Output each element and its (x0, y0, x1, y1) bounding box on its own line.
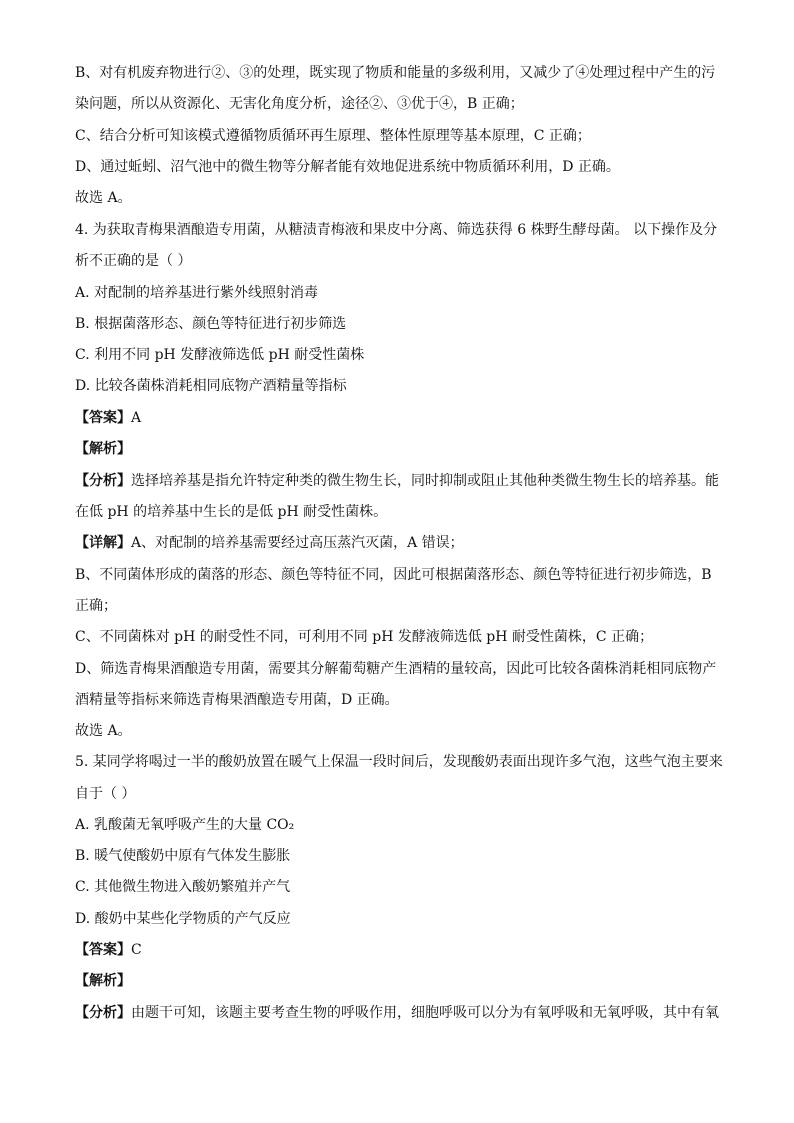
line-text: D. 酸奶中某些化学物质的产气反应 (75, 911, 291, 927)
text-line-q3-c (75, 126, 725, 146)
text-line-q4-stem-1 (75, 220, 725, 240)
line-text: 由题干可知，该题主要考查生物的呼吸作用，细胞呼吸可以分为有氧呼吸和无氧呼吸，其中有氧 (131, 1005, 719, 1021)
text-line-q5-stem-1 (75, 752, 725, 772)
text-line-q5-stem-2 (75, 784, 725, 804)
line-text: A (131, 410, 142, 426)
line-text: D. 比较各菌株消耗相同底物产酒精量等指标 (75, 378, 347, 394)
line-text: B. 暖气使酸奶中原有气体发生膨胀 (75, 848, 291, 864)
text-line-q4-fenxi-1 (75, 471, 725, 491)
line-text: C (131, 942, 142, 958)
text-line-q4-xiangjie (75, 533, 725, 553)
text-line-q4-d-2 (75, 690, 725, 710)
line-text: B、不同菌体形成的菌落的形态、颜色等特征不同，因此可根据菌落形态、颜色等特征进行初步筛选，B (75, 567, 712, 583)
line-text: 酒精量等指标来筛选青梅果酒酿造专用菌，D 正确。 (75, 692, 399, 708)
text-line-q4-c (75, 627, 725, 647)
text-line-q5-fenxi-1 (75, 1003, 725, 1023)
text-line-q3-choice (75, 188, 725, 208)
text-line-q5-opt-a (75, 815, 725, 835)
text-line-q3-b-1 (75, 63, 725, 83)
text-line-q5-opt-c (75, 877, 725, 897)
line-text: C. 利用不同 pH 发酵液筛选低 pH 耐受性菌株 (75, 347, 365, 363)
line-text: 染问题，所以从资源化、无害化角度分析，途径②、③优于④，B 正确； (75, 96, 524, 112)
line-text: D、筛选青梅果酒酿造专用菌，需要其分解葡萄糖产生酒精的量较高，因此可比较各菌株消耗相同底物产 (75, 661, 717, 677)
line-text: D、通过蚯蚓、沼气池中的微生物等分解者能有效地促进系统中物质循环利用，D 正确。 (75, 159, 620, 175)
section-tag: 【分析】 (75, 473, 131, 489)
text-line-q4-b-2 (75, 596, 725, 616)
line-text: A. 对配制的培养基进行紫外线照射消毒 (75, 285, 319, 301)
section-tag: 【答案】 (75, 942, 131, 958)
text-line-q4-stem-2 (75, 251, 725, 271)
line-text: 自于（ ） (75, 786, 136, 802)
line-text: 选择培养基是指允许特定种类的微生物生长，同时抑制或阻止其他种类微生物生长的培养基。能 (131, 473, 719, 489)
text-line-q5-opt-b (75, 846, 725, 866)
text-line-q4-d-1 (75, 659, 725, 679)
text-line-q4-jiexi (75, 439, 725, 459)
section-tag: 【解析】 (75, 973, 131, 989)
text-line-q4-answer (75, 408, 725, 428)
line-text: C、结合分析可知该模式遵循物质循环再生原理、整体性原理等基本原理，C 正确； (75, 128, 591, 144)
line-text: 4. 为获取青梅果酒酿造专用菌，从糖渍青梅液和果皮中分离、筛选获得 6 株野生酵母菌。 以下操作及分 (75, 222, 718, 238)
line-text: A. 乳酸菌无氧呼吸产生的大量 CO₂ (75, 817, 295, 833)
line-text: C、不同菌株对 pH 的耐受性不同，可利用不同 pH 发酵液筛选低 pH 耐受性菌株，C 正确； (75, 629, 654, 645)
text-line-q4-opt-c (75, 345, 725, 365)
text-line-q4-opt-a (75, 283, 725, 303)
line-text: 故选 A。 (75, 723, 132, 739)
section-tag: 【解析】 (75, 441, 131, 457)
section-tag: 【分析】 (75, 1005, 131, 1021)
text-line-q3-b-2 (75, 94, 725, 114)
text-line-q4-fenxi-2 (75, 502, 725, 522)
text-line-q4-opt-b (75, 314, 725, 334)
text-line-q3-d (75, 157, 725, 177)
section-tag: 【答案】 (75, 410, 131, 426)
text-line-q4-choice (75, 721, 725, 741)
section-tag: 【详解】 (75, 535, 131, 551)
text-line-q5-answer (75, 940, 725, 960)
line-text: B、对有机废弃物进行②、③的处理，既实现了物质和能量的多级利用，又减少了④处理过程中产生的污 (75, 65, 716, 81)
line-text: 故选 A。 (75, 190, 132, 206)
line-text: 在低 pH 的培养基中生长的是低 pH 耐受性菌株。 (75, 504, 388, 520)
text-line-q5-opt-d (75, 909, 725, 929)
line-text: 析不正确的是（ ） (75, 253, 192, 269)
text-line-q5-jiexi (75, 971, 725, 991)
line-text: C. 其他微生物进入酸奶繁殖并产气 (75, 879, 291, 895)
line-text: B. 根据菌落形态、颜色等特征进行初步筛选 (75, 316, 347, 332)
text-line-q4-opt-d (75, 376, 725, 396)
line-text: 正确； (75, 598, 117, 614)
line-text: 5. 某同学将喝过一半的酸奶放置在暖气上保温一段时间后，发现酸奶表面出现许多气泡，这些气泡主要来 (75, 754, 723, 770)
text-line-q4-b-1 (75, 565, 725, 585)
line-text: A、对配制的培养基需要经过高压蒸汽灭菌，A 错误； (131, 535, 464, 551)
